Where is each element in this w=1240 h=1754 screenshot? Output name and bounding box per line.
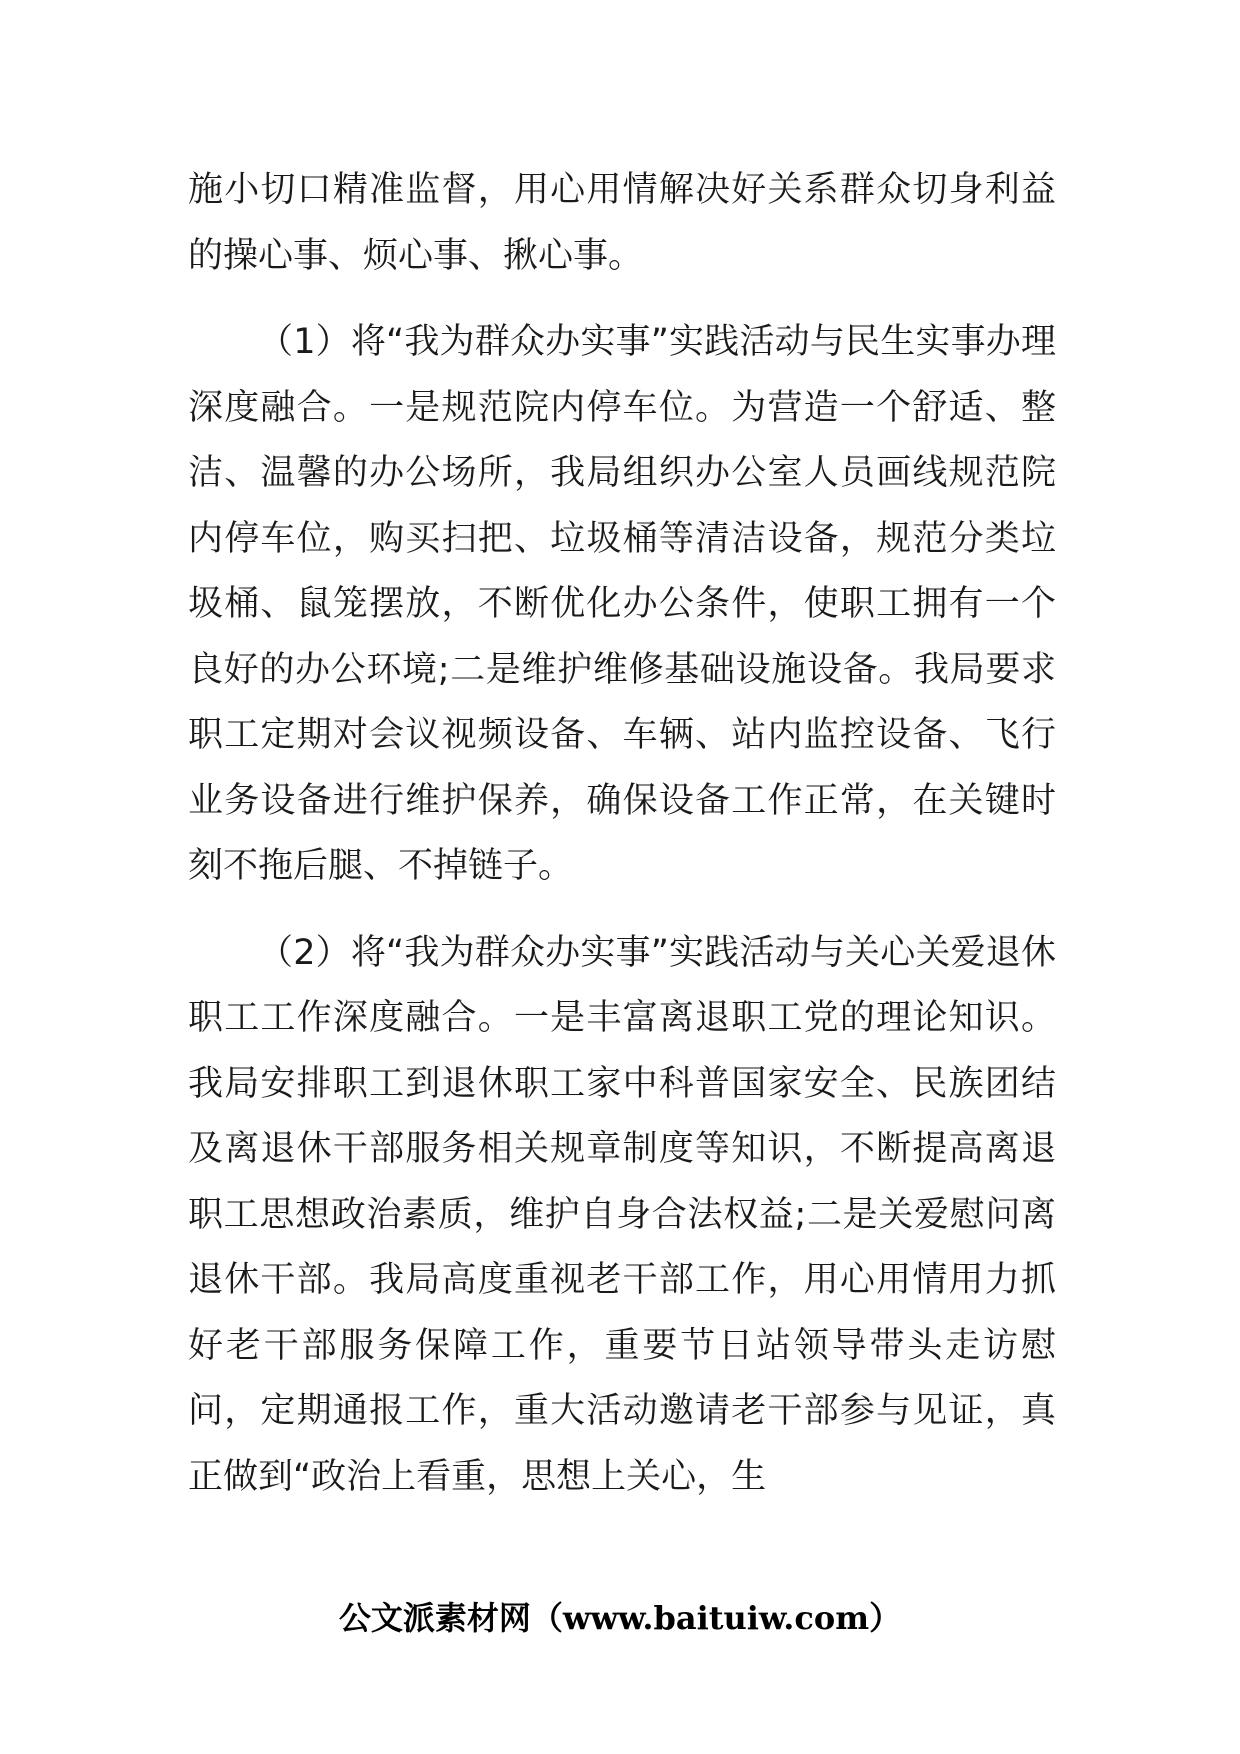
paragraph-item-2: （2）将“我为群众办实事”实践活动与关心关爱退休职工工作深度融合。一是丰富离退职工党的理论知识。我局安排职工到退休职工家中科普国家安全、民族团结及离退休干部服务相关规章制度等知识，不断提高离退职工思想政治素质，维护自身合法权益;二是关爱慰问离退休干部。我局高度重视老干部工作，用心用情用力抓好老干部服务保障工作，重要节日站领导带头走访慰问，定期通报工作，重大活动邀请老干部参与见证，真正做到“政治上看重，思想上关心，生 [188, 932, 1056, 1497]
footer-watermark: 公文派素材网（www.baituiw.com） [338, 1599, 902, 1637]
paragraph-item-1: （1）将“我为群众办实事”实践活动与民生实事办理深度融合。一是规范院内停车位。为营造一个舒适、整洁、温馨的办公场所，我局组织办公室人员画线规范院内停车位，购买扫把、垃圾桶等清洁设备，规范分类垃圾桶、鼠笼摆放，不断优化办公条件，使职工拥有一个良好的办公环境;二是维护维修基础设施设备。我局要求职工定期对会议视频设备、车辆、站内监控设备、飞行业务设备进行维护保养，确保设备工作正常，在关键时刻不拖后腿、不掉链子。 [188, 322, 1056, 886]
paragraph-continuation: 施小切口精准监督，用心用情解决好关系群众切身利益的操心事、烦心事、揪心事。 [188, 170, 1056, 276]
document-body [188, 158, 1056, 1510]
